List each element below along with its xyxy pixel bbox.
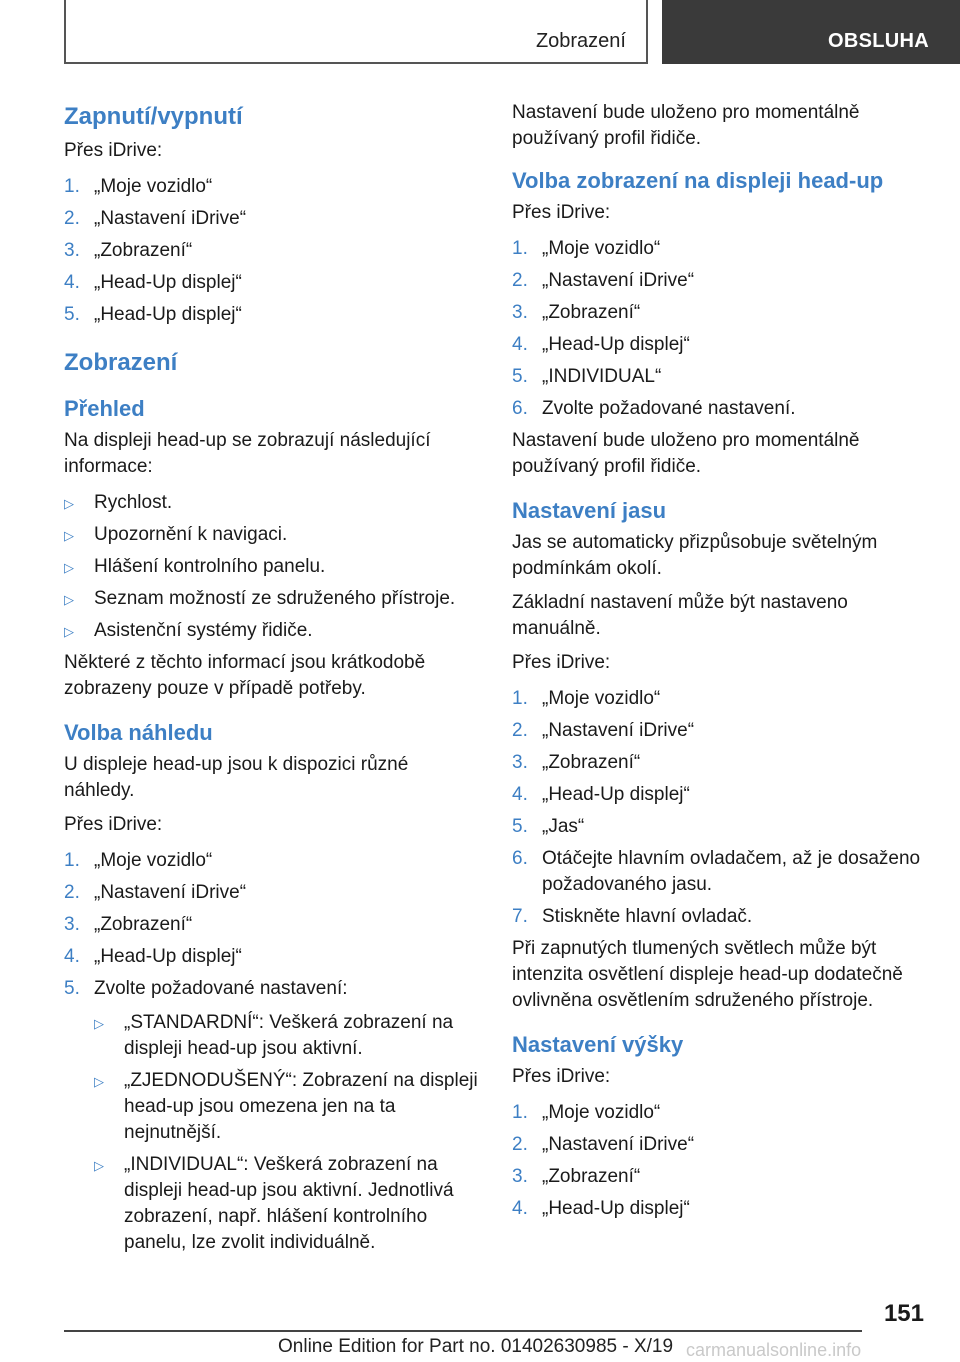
list-item: 6. Otáčejte hlavním ovladačem, až je dosaženo požadovaného jasu. [512,848,921,895]
list-item: ▷ Rychlost. [64,492,173,513]
list-item: 1. „Moje vozidlo“ [64,176,213,197]
preview-options [94,1010,482,1256]
via-idrive-3: Přes iDrive: [512,202,611,223]
overview-list [64,490,482,644]
list-item: ▷ Upozornění k navigaci. [64,524,288,545]
saved-note-1: Nastavení bude uloženo pro momentálně používaný profil řidiče. [512,102,860,149]
heading-select-display: Volba zobrazení na displeji head-up [512,168,884,193]
list-item: 2. „Nastavení iDrive“ [512,720,695,741]
heading-overview: Přehled [64,396,145,421]
header-chapter-tab: OBSLUHA [662,0,960,64]
list-item: 2. „Nastavení iDrive“ [512,270,695,291]
list-item: 1. „Moje vozidlo“ [64,850,213,871]
list-item: 7. Stiskněte hlavní ovladač. [512,906,753,927]
steps-list-3 [512,236,930,422]
list-item: 4. „Head-Up displej“ [512,784,690,805]
list-item: ▷ Hlášení kontrolního panelu. [64,556,326,577]
overview-note: Některé z těchto informací jsou krátkodobě zobrazeny pouze v případě potřeby. [64,652,426,699]
footer-edition: Online Edition for Part no. 01402630985 - X/19 [278,1336,674,1357]
list-item: 3. „Zobrazení“ [64,240,193,261]
header-section-box [64,0,648,64]
list-item: 1. „Moje vozidlo“ [512,688,661,709]
heading-display: Zobrazení [64,349,178,376]
list-item: 4. „Head-Up displej“ [512,334,690,355]
list-item: ▷ Asistenční systémy řidiče. [64,620,313,641]
list-item: 2. „Nastavení iDrive“ [64,208,247,229]
heading-on-off: Zapnutí/vypnutí [64,103,243,130]
brightness-manual: Základní nastavení může být nastaveno manuálně. [512,592,848,639]
list-item: 3. „Zobrazení“ [512,1166,641,1187]
saved-note-2: Nastavení bude uloženo pro momentálně používaný profil řidiče. [512,430,860,477]
list-item: 6. Zvolte požadované nastavení. [512,398,796,419]
list-item: ▷ „STANDARDNÍ“: Veškerá zobrazení na displeji head-up jsou aktivní. [94,1012,454,1059]
via-idrive-5: Přes iDrive: [512,1066,611,1087]
list-item: 3. „Zobrazení“ [512,752,641,773]
list-item: 2. „Nastavení iDrive“ [64,882,247,903]
header-section-title: Zobrazení [535,30,626,52]
steps-list-1 [64,174,482,328]
list-item: 2. „Nastavení iDrive“ [512,1134,695,1155]
heading-preview: Volba náhledu [64,720,213,745]
steps-list-5 [512,1100,930,1222]
via-idrive-1: Přes iDrive: [64,140,163,161]
preview-text: U displeje head-up jsou k dispozici různé náhledy. [64,754,409,801]
steps-list-4 [512,686,930,930]
heading-height: Nastavení výšky [512,1032,684,1057]
heading-brightness: Nastavení jasu [512,498,667,523]
list-item: 5. „Head-Up displej“ [64,304,242,325]
list-item: ▷ „ZJEDNODUŠENÝ“: Zobrazení na displeji head-up jsou omezena jen na ta nejnutnější. [94,1070,478,1143]
via-idrive-4: Přes iDrive: [512,652,611,673]
list-item: 1. „Moje vozidlo“ [512,238,661,259]
page-number: 151 [883,1300,924,1327]
brightness-text: Jas se automaticky přizpůsobuje světelným podmínkám okolí. [512,532,878,579]
list-item: 5. „Jas“ [512,816,585,837]
overview-text: Na displeji head-up se zobrazují následující informace: [64,430,431,477]
right-column [512,100,930,1228]
list-item: 5. Zvolte požadované nastavení: ▷ „STANDARDNÍ“: Veškerá zobrazení na displeji head-up jsou aktivní. ▷ „ZJEDNODUŠENÝ“: Zobrazení na displeji head-up jsou omezena jen na ta nejnutnější. ▷ „INDIVIDUAL“: Veškerá zobrazení na displeji head-up jsou aktivní. Jednotlivá zobrazení, např. hlášení kontrolního panelu, lze zvolit individuálně. [64,976,482,1256]
list-item: ▷ „INDIVIDUAL“: Veškerá zobrazení na displeji head-up jsou aktivní. Jednotlivá zobrazení, např. hlášení kontrolního panelu, lze zvolit individuálně. [94,1154,454,1253]
list-item: 3. „Zobrazení“ [512,302,641,323]
steps-list-2 [64,848,482,1256]
list-item: 4. „Head-Up displej“ [64,946,242,967]
watermark: carmanualsonline.info [686,1340,862,1360]
list-item: 4. „Head-Up displej“ [512,1198,690,1219]
brightness-note: Při zapnutých tlumených světlech může být intenzita osvětlení displeje head-up dodatečně ovlivněna osvětlením sdruženého přístroje. [512,938,903,1011]
list-item: 5. „INDIVIDUAL“ [512,366,662,387]
footer-divider [64,1330,862,1332]
list-item: 3. „Zobrazení“ [64,914,193,935]
left-column [64,100,482,1262]
list-item: 1. „Moje vozidlo“ [512,1102,661,1123]
via-idrive-2: Přes iDrive: [64,814,163,835]
list-item: 4. „Head-Up displej“ [64,272,242,293]
list-item: ▷ Seznam možností ze sdruženého přístroje. [64,588,456,609]
